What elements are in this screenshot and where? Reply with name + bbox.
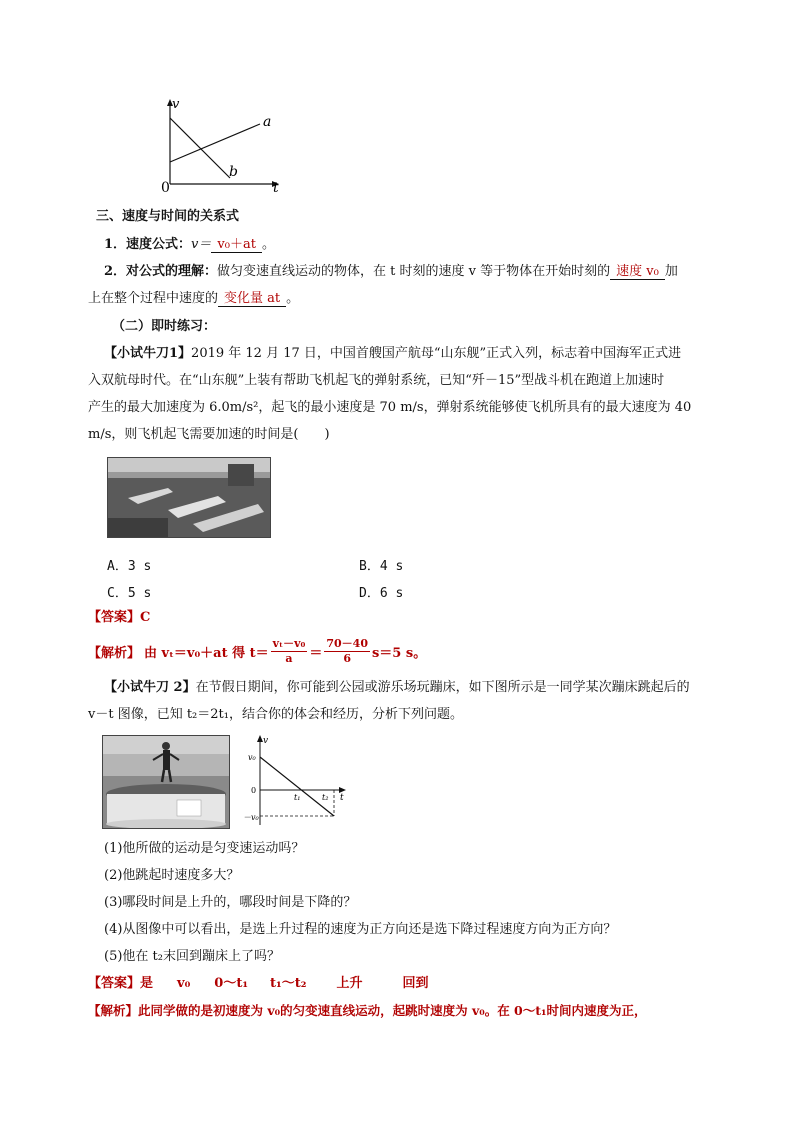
q2-tag: 【小试牛刀 2】 [104,680,196,695]
svg-text:－v₀: －v₀ [243,813,259,822]
fraction-1: vₜ－v₀ a [272,636,306,665]
q2-line2: v－t 图像，已知 t₂＝2t₁，结合你的体会和经历，分析下列问题。 [88,707,463,722]
q1-line2: 入双航母时代。在“山东舰”上装有帮助飞机起飞的弹射系统，已知“歼－15”型战斗机在跑道上加速时 [88,373,665,388]
trampoline-photo [102,735,230,829]
line-b-label: b [229,164,238,180]
q2-answer: 【答案】是 v₀ 0～t₁ t₁～t₂ 上升 回到 [88,976,429,991]
formula-item: 1．速度公式：v＝ v₀＋at 。 [104,237,275,252]
q1-line4: m/s，则飞机起飞需要加速的时间是( ) [88,427,330,442]
svg-text:v₀: v₀ [248,753,256,762]
svg-text:t₁: t₁ [294,793,301,802]
option-b: B．4 s [359,559,404,574]
svg-text:v: v [263,736,269,746]
velocity-time-graph-ab [155,96,285,194]
line-a-label: a [263,114,272,130]
option-a: A．3 s [107,559,152,574]
q2-line1: 【小试牛刀 2】在节假日期间，你可能到公园或游乐场玩蹦床，如下图所示是一同学某次蹦床跳起后的 [104,680,690,695]
option-d: D．6 s [359,586,404,601]
q2-question-1: (1)他所做的运动是匀变速运动吗？ [104,841,305,856]
axis-v-label: v [172,97,180,112]
formula-understanding-line2: 上在整个过程中速度的 变化量 at 。 [88,291,300,306]
fraction-2: 70－40 6 [326,636,368,665]
q1-tag: 【小试牛刀1】 [104,346,192,361]
svg-text:t: t [340,793,344,803]
formula-item-prefix: 1．速度公式： [104,237,192,252]
blank-initial-velocity: 速度 v₀ [610,264,665,280]
q1-line1: 【小试牛刀1】2019 年 12 月 17 日，中国首艘国产航母“山东舰”正式入列，标志着中国海军正式进 [104,346,682,361]
q2-question-5: (5)他在 t₂末回到蹦床上了吗？ [104,949,280,964]
formula-v: v＝ [191,237,212,252]
origin-label: 0 [161,180,170,194]
trampoline-vt-graph [238,733,353,829]
q2-analysis: 【解析】此同学做的是初速度为 v₀的匀变速直线运动，起跳时速度为 v₀。在 0～t₁时间内速度为正， [88,1003,647,1018]
formula-understanding: 2．对公式的理解：做匀变速直线运动的物体，在 t 时刻的速度 v 等于物体在开始时刻的 速度 v₀ 加 [104,264,678,279]
q2-question-2: (2)他跳起时速度多大？ [104,868,240,883]
q1-analysis: 【解析】 由 vₜ＝v₀＋at 得 t＝ vₜ－v₀ a ＝ 70－40 6 s＝5 s。 [88,636,427,665]
practice-heading: （二）即时练习： [112,319,217,334]
q1-answer: 【答案】C [88,610,151,625]
option-c: C．5 s [107,586,152,601]
svg-text:0: 0 [251,786,257,795]
svg-text:t₂: t₂ [322,793,329,802]
q1-line3: 产生的最大加速度为 6.0m/s²，起飞的最小速度是 70 m/s，弹射系统能够使飞机所具有的最大速度为 40 [88,400,692,415]
axis-t-label: t [273,180,279,194]
blank-velocity-change: 变化量 at [218,291,286,307]
section-heading: 三、速度与时间的关系式 [96,209,240,224]
q2-question-4: (4)从图像中可以看出，是选上升过程的速度为正方向还是选下降过程速度方向为正方向？ [104,922,617,937]
q2-question-3: (3)哪段时间是上升的，哪段时间是下降的？ [104,895,357,910]
formula-blank: v₀＋at [211,237,262,253]
aircraft-carrier-photo [107,457,271,538]
